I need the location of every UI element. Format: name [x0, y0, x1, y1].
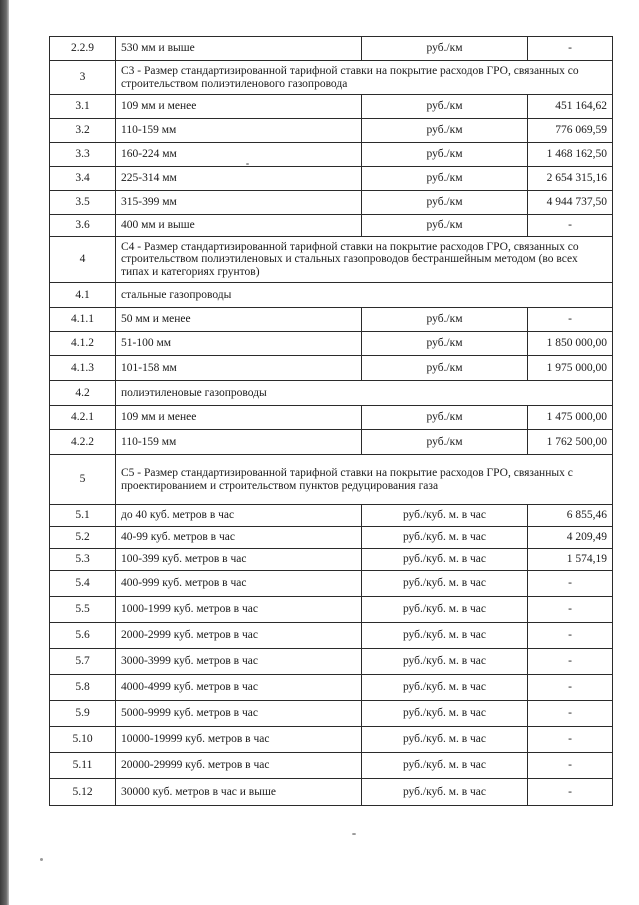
table-row — [50, 308, 613, 332]
table-row — [50, 753, 613, 779]
row-number: 4.2.2 — [50, 430, 116, 455]
item-unit: руб./км — [362, 37, 528, 61]
section-header-row — [50, 455, 613, 505]
item-name: 3000-3999 куб. метров в час — [116, 649, 362, 675]
item-name: 4000-4999 куб. метров в час — [116, 675, 362, 701]
row-number: 5 — [50, 455, 116, 505]
item-name: 160-224 мм — [116, 143, 362, 167]
item-unit: руб./куб. м. в час — [362, 701, 528, 727]
row-number: 4.1.1 — [50, 308, 116, 332]
item-value: - — [528, 623, 613, 649]
subsection-title: полиэтиленовые газопроводы — [116, 381, 613, 406]
item-name: 530 мм и выше — [116, 37, 362, 61]
table-row — [50, 119, 613, 143]
table-row — [50, 571, 613, 597]
table-row — [50, 549, 613, 571]
item-value: 451 164,62 — [528, 95, 613, 119]
item-value: 4 944 737,50 — [528, 191, 613, 215]
row-number: 4 — [50, 237, 116, 283]
section-title: С3 - Размер стандартизированной тарифной ставки на покрытие расходов ГРО, связанных со строительством полиэтиленового газопровода — [116, 61, 613, 95]
item-unit: руб./куб. м. в час — [362, 623, 528, 649]
item-name: 400 мм и выше — [116, 215, 362, 237]
row-number: 4.2 — [50, 381, 116, 406]
item-unit: руб./км — [362, 430, 528, 455]
item-value: 1 762 500,00 — [528, 430, 613, 455]
item-unit: руб./куб. м. в час — [362, 597, 528, 623]
item-value: - — [528, 701, 613, 727]
item-value: - — [528, 597, 613, 623]
item-unit: руб./км — [362, 215, 528, 237]
row-number: 5.8 — [50, 675, 116, 701]
table-row — [50, 332, 613, 356]
table-row — [50, 406, 613, 430]
table-row — [50, 675, 613, 701]
scan-speck — [40, 858, 43, 861]
table-row — [50, 95, 613, 119]
section-header-row — [50, 237, 613, 283]
table-row — [50, 597, 613, 623]
item-value: - — [528, 727, 613, 753]
table-row — [50, 727, 613, 753]
table-row — [50, 37, 613, 61]
item-name: 100-399 куб. метров в час — [116, 549, 362, 571]
row-number: 4.2.1 — [50, 406, 116, 430]
row-number: 3.2 — [50, 119, 116, 143]
item-value: - — [528, 779, 613, 806]
item-value: 776 069,59 — [528, 119, 613, 143]
table-row — [50, 701, 613, 727]
row-number: 5.11 — [50, 753, 116, 779]
row-number: 4.1.3 — [50, 356, 116, 381]
item-unit: руб./км — [362, 95, 528, 119]
item-value: - — [528, 37, 613, 61]
row-number: 5.6 — [50, 623, 116, 649]
row-number: 2.2.9 — [50, 37, 116, 61]
item-value: 2 654 315,16 — [528, 167, 613, 191]
table-row — [50, 215, 613, 237]
item-value: 1 975 000,00 — [528, 356, 613, 381]
item-name: 109 мм и менее — [116, 406, 362, 430]
item-name: 101-158 мм — [116, 356, 362, 381]
item-unit: руб./куб. м. в час — [362, 675, 528, 701]
item-name: 225-314 мм — [116, 167, 362, 191]
table-row — [50, 430, 613, 455]
item-unit: руб./куб. м. в час — [362, 549, 528, 571]
item-unit: руб./куб. м. в час — [362, 527, 528, 549]
row-number: 3.6 — [50, 215, 116, 237]
table-row — [50, 527, 613, 549]
row-number: 5.9 — [50, 701, 116, 727]
subsection-title: стальные газопроводы — [116, 283, 613, 308]
item-name: 2000-2999 куб. метров в час — [116, 623, 362, 649]
item-unit: руб./куб. м. в час — [362, 505, 528, 527]
scan-speck — [352, 833, 356, 835]
row-number: 3.1 — [50, 95, 116, 119]
row-number: 5.7 — [50, 649, 116, 675]
row-number: 5.1 — [50, 505, 116, 527]
item-name: 109 мм и менее — [116, 95, 362, 119]
section-header-row — [50, 61, 613, 95]
item-unit: руб./км — [362, 332, 528, 356]
item-value: 1 574,19 — [528, 549, 613, 571]
row-number: 5.12 — [50, 779, 116, 806]
item-unit: руб./куб. м. в час — [362, 727, 528, 753]
item-unit: руб./куб. м. в час — [362, 753, 528, 779]
table-row — [50, 356, 613, 381]
row-number: 3.4 — [50, 167, 116, 191]
section-title: С5 - Размер стандартизированной тарифной ставки на покрытие расходов ГРО, связанных с проектированием и строительством пунктов редуцирования газа — [116, 455, 613, 505]
item-value: 4 209,49 — [528, 527, 613, 549]
subsection-row — [50, 381, 613, 406]
item-unit: руб./км — [362, 119, 528, 143]
table-row — [50, 505, 613, 527]
item-unit: руб./км — [362, 143, 528, 167]
item-unit: руб./км — [362, 167, 528, 191]
tariff-rates-body — [50, 37, 613, 806]
row-number: 5.4 — [50, 571, 116, 597]
item-value: - — [528, 675, 613, 701]
item-value: - — [528, 571, 613, 597]
item-name: 51-100 мм — [116, 332, 362, 356]
table-row — [50, 649, 613, 675]
item-value: 1 850 000,00 — [528, 332, 613, 356]
row-number: 3.3 — [50, 143, 116, 167]
item-value: 1 475 000,00 — [528, 406, 613, 430]
row-number: 3 — [50, 61, 116, 95]
table-row — [50, 167, 613, 191]
item-unit: руб./куб. м. в час — [362, 649, 528, 675]
section-title: С4 - Размер стандартизированной тарифной ставки на покрытие расходов ГРО, связанных со строительством полиэтиленовых и стальных газопроводов бестраншейным методом (во всех типах и категориях грунтов) — [116, 237, 613, 283]
item-value: - — [528, 649, 613, 675]
row-number: 3.5 — [50, 191, 116, 215]
scan-edge-shadow — [0, 0, 9, 905]
table-row — [50, 143, 613, 167]
item-name: 400-999 куб. метров в час — [116, 571, 362, 597]
item-name: 110-159 мм — [116, 119, 362, 143]
row-number: 5.3 — [50, 549, 116, 571]
item-name: 315-399 мм — [116, 191, 362, 215]
row-number: 4.1 — [50, 283, 116, 308]
item-name: до 40 куб. метров в час — [116, 505, 362, 527]
item-name: 5000-9999 куб. метров в час — [116, 701, 362, 727]
item-unit: руб./км — [362, 356, 528, 381]
item-value: - — [528, 215, 613, 237]
table-row — [50, 779, 613, 806]
table-row — [50, 623, 613, 649]
item-name: 10000-19999 куб. метров в час — [116, 727, 362, 753]
item-name: 20000-29999 куб. метров в час — [116, 753, 362, 779]
item-name: 1000-1999 куб. метров в час — [116, 597, 362, 623]
item-unit: руб./куб. м. в час — [362, 779, 528, 806]
item-name: 110-159 мм — [116, 430, 362, 455]
row-number: 5.2 — [50, 527, 116, 549]
item-value: 6 855,46 — [528, 505, 613, 527]
row-number: 4.1.2 — [50, 332, 116, 356]
item-unit: руб./куб. м. в час — [362, 571, 528, 597]
tariff-rates-table — [49, 36, 613, 806]
item-unit: руб./км — [362, 191, 528, 215]
item-value: - — [528, 753, 613, 779]
row-number: 5.10 — [50, 727, 116, 753]
item-name: 30000 куб. метров в час и выше — [116, 779, 362, 806]
item-value: - — [528, 308, 613, 332]
item-name: 40-99 куб. метров в час — [116, 527, 362, 549]
subsection-row — [50, 283, 613, 308]
item-unit: руб./км — [362, 308, 528, 332]
table-row — [50, 191, 613, 215]
item-value: 1 468 162,50 — [528, 143, 613, 167]
item-name: 50 мм и менее — [116, 308, 362, 332]
row-number: 5.5 — [50, 597, 116, 623]
item-unit: руб./км — [362, 406, 528, 430]
